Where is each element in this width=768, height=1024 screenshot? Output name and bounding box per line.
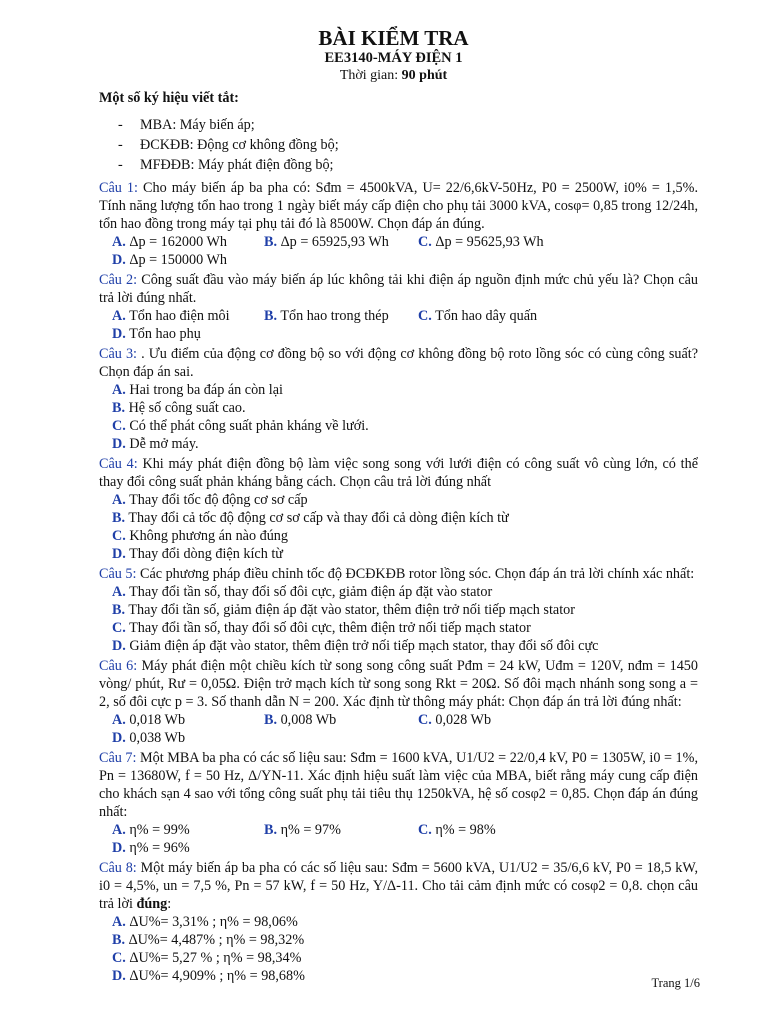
- answer-option-d[interactable]: [112, 839, 259, 857]
- question-text: [99, 565, 698, 583]
- option-key: B.: [264, 822, 278, 838]
- option-text: Δp = 162000 Wh: [129, 234, 227, 250]
- answer-options: [99, 233, 698, 269]
- option-key: D.: [112, 546, 126, 562]
- option-key: D.: [112, 840, 126, 856]
- answer-options: [99, 381, 698, 453]
- option-key: A.: [112, 822, 126, 838]
- answer-option-d[interactable]: [112, 967, 405, 985]
- question-body: Cho máy biến áp ba pha có: Sđm = 4500kVA, U= 22/6,6kV-50Hz, P0 = 2500W, i0% = 1,5%. Tính năng lượng tổn hao trong 1 ngày biết máy cấp điện cho phụ tải 3000 kVA, cosφ= 0,85 trong 12/24h, tổn hao đồng trong máy tại phụ tải đó là 8500W. Chọn đáp án đúng.: [99, 180, 699, 232]
- question-text: [99, 345, 698, 381]
- option-key: A.: [112, 382, 126, 398]
- option-text: 0,008 Wb: [280, 712, 337, 728]
- option-text: Tổn hao trong thép: [280, 308, 389, 324]
- abbreviations-list: [118, 115, 698, 175]
- option-key: B.: [112, 932, 126, 948]
- option-text: η% = 99%: [129, 822, 190, 838]
- option-text: ΔU%= 3,31% ; η% = 98,06%: [129, 914, 298, 930]
- option-text: 0,038 Wb: [129, 730, 186, 746]
- question-text: Câu 8: Một máy biến áp ba pha có các số liệu sau: Sđm = 5600 kVA, U1/U2 = 35/6,6 kV, P0 = 18,5 kW, i0 = 4,5%, un = 7,5 %, Pn = 57 kW, f = 50 Hz, Y/Δ-11. Cho tải cảm định mức có cosφ2 = 0,8. chọn câu trả lời đúng:: [99, 860, 699, 912]
- abbreviation-item: - ĐCKĐB: Động cơ không đồng bộ;: [118, 137, 339, 153]
- question-label: Câu 7:: [99, 750, 137, 766]
- question-7: [99, 749, 698, 857]
- option-text: 0,028 Wb: [435, 712, 492, 728]
- answer-option-c[interactable]: [112, 619, 698, 637]
- option-key: B.: [112, 400, 126, 416]
- answer-option-d[interactable]: [112, 435, 405, 453]
- option-text: Không phương án nào đúng: [129, 528, 288, 544]
- answer-option-c[interactable]: [418, 233, 571, 251]
- question-text: [99, 657, 698, 711]
- option-text: Thay đổi tốc độ động cơ sơ cấp: [129, 492, 308, 508]
- question-label: Câu 5:: [99, 566, 137, 582]
- option-key: A.: [112, 234, 126, 250]
- answer-option-d[interactable]: [112, 545, 698, 563]
- exam-title: BÀI KIỂM TRA: [318, 26, 469, 50]
- question-body: Một MBA ba pha có các số liệu sau: Sđm = 1600 kVA, U1/U2 = 22/0,4 kV, P0 = 1305W, i0 = 1%, Pn = 13680W, f = 50 Hz, Δ/YN-11. Xác định hiệu suất làm việc của MBA, biết rằng máy cung cấp điện cho khách sạn 4 sao với tổng công suất phụ tải tiêu thụ 1250kVA, hệ số cosφ2 = 0,85. Chọn đáp án đúng nhất:: [99, 750, 699, 820]
- question-5: [99, 565, 698, 655]
- option-key: D.: [112, 436, 126, 452]
- answer-options: [99, 307, 698, 343]
- answer-option-b[interactable]: [112, 399, 405, 417]
- question-body: Một máy biến áp ba pha có các số liệu sau: Sđm = 5600 kVA, U1/U2 = 35/6,6 kV, P0 = 18,5 kW, i0 = 4,5%, un = 7,5 %, Pn = 57 kW, f = 50 Hz, Y/Δ-11. Cho tải cảm định mức có cosφ2 = 0,8. chọn câu trả lời: [99, 860, 699, 912]
- answer-option-b[interactable]: [264, 821, 418, 839]
- question-2: [99, 271, 698, 343]
- option-text: Tổn hao dây quấn: [435, 308, 538, 324]
- question-4: [99, 455, 698, 563]
- question-body: Khi máy phát điện đồng bộ làm việc song song với lưới điện có công suất vô cùng lớn, có thể thay đổi công suất phản kháng bằng cách. Chọn câu trả lời đúng nhất: [99, 456, 699, 490]
- option-text: Δp = 65925,93 Wh: [280, 234, 389, 250]
- option-text: Δp = 150000 Wh: [129, 252, 227, 268]
- answer-option-c[interactable]: [418, 307, 571, 325]
- option-key: D.: [112, 638, 126, 654]
- abbreviation-item: - MBA: Máy biến áp;: [118, 117, 255, 133]
- question-label: Câu 8:: [99, 860, 137, 876]
- answer-option-a[interactable]: [112, 821, 264, 839]
- option-key: B.: [112, 510, 126, 526]
- option-text: Hai trong ba đáp án còn lại: [129, 382, 283, 398]
- answer-option-a[interactable]: [112, 491, 698, 509]
- option-key: C.: [112, 620, 126, 636]
- course-code: EE3140-MÁY ĐIỆN 1: [324, 50, 463, 66]
- answer-options: [99, 821, 698, 857]
- answer-option-c[interactable]: [418, 821, 571, 839]
- option-text: Có thể phát công suất phản kháng về lưới.: [129, 418, 369, 434]
- answer-options: [99, 491, 698, 563]
- option-key: C.: [418, 234, 432, 250]
- question-6: [99, 657, 698, 747]
- option-text: Δp = 95625,93 Wh: [435, 234, 544, 250]
- option-key: B.: [264, 308, 278, 324]
- option-key: C.: [418, 822, 432, 838]
- question-label: Câu 2:: [99, 272, 138, 288]
- question-text: [99, 271, 698, 307]
- answer-option-b[interactable]: [264, 233, 418, 251]
- question-text: [99, 455, 698, 491]
- option-text: Hệ số công suất cao.: [128, 400, 246, 416]
- abbreviations-heading: Một số ký hiệu viết tắt:: [99, 90, 239, 106]
- question-1: [99, 179, 698, 269]
- option-text: Tổn hao điện môi: [129, 308, 230, 324]
- question-label: Câu 3:: [99, 346, 138, 362]
- question-body: Máy phát điện một chiều kích từ song song công suất Pđm = 24 kW, Uđm = 120V, nđm = 1450 vòng/ phút, Rư = 0,05Ω. Điện trở mạch kích từ song song Rkt = 20Ω. Số đôi mạch nhánh song song a = 2, số đôi cực p = 3. Số thanh dẫn N = 200. Xác định từ thông máy phát: Chọn đáp án trả lời đúng nhất:: [99, 658, 698, 710]
- question-body: Công suất đầu vào máy biến áp lúc không tải khi điện áp nguồn định mức chủ yếu là? Chọn câu trả lời đúng nhất.: [99, 272, 699, 306]
- answer-option-a[interactable]: [112, 307, 264, 325]
- question-label: Câu 6:: [99, 658, 138, 674]
- option-key: D.: [112, 326, 126, 342]
- answer-option-b[interactable]: [112, 601, 698, 619]
- option-text: Thay đổi tần số, thay đổi số đôi cực, giảm điện áp đặt vào stator: [129, 584, 493, 600]
- option-text: 0,018 Wb: [129, 712, 186, 728]
- answer-option-a[interactable]: [112, 381, 418, 399]
- answer-option-c[interactable]: [112, 949, 418, 967]
- option-key: A.: [112, 584, 126, 600]
- answer-option-a[interactable]: [112, 583, 698, 601]
- question-8: [99, 859, 698, 985]
- exam-duration: [89, 67, 698, 84]
- abbreviation-item: - MFĐĐB: Máy phát điện đồng bộ;: [118, 157, 334, 173]
- option-text: η% = 98%: [435, 822, 496, 838]
- answer-option-b[interactable]: [264, 307, 418, 325]
- page-number: Trang 1/6: [651, 976, 700, 990]
- question-body: . Ưu điểm của động cơ đồng bộ so với động cơ không đồng bộ roto lồng sóc có cùng công suất? Chọn đáp án sai.: [99, 346, 699, 380]
- answer-option-d[interactable]: [112, 251, 259, 269]
- answer-options: [99, 913, 698, 985]
- answer-option-c[interactable]: [112, 527, 698, 545]
- answer-option-d[interactable]: [112, 325, 259, 343]
- questions-container: [99, 179, 698, 985]
- option-text: Dễ mở máy.: [129, 436, 199, 452]
- option-key: A.: [112, 308, 126, 324]
- answer-options: [99, 583, 698, 655]
- option-key: A.: [112, 914, 126, 930]
- option-text: Giảm điện áp đặt vào stator, thêm điện trở nối tiếp mạch stator, thay đổi số đôi cực: [129, 638, 599, 654]
- answer-option-b[interactable]: [112, 931, 405, 949]
- question-body: Các phương pháp điều chỉnh tốc độ ĐCĐKĐB rotor lồng sóc. Chọn đáp án trả lời chính xác nhất:: [139, 566, 695, 582]
- time-label: Thời gian:: [339, 68, 399, 83]
- answer-option-d[interactable]: [112, 637, 698, 655]
- option-text: Thay đổi tần số, thay đổi số đôi cực, thêm điện trở nối tiếp mạch stator: [129, 620, 531, 636]
- answer-option-b[interactable]: [264, 711, 418, 729]
- option-key: D.: [112, 730, 126, 746]
- question-label: Câu 4:: [99, 456, 138, 472]
- answer-option-a[interactable]: [112, 233, 264, 251]
- option-key: D.: [112, 968, 126, 984]
- answer-option-b[interactable]: [112, 509, 698, 527]
- question-emphasis: đúng: [136, 896, 168, 912]
- answer-options: [99, 711, 698, 747]
- question-label: Câu 1:: [99, 180, 138, 196]
- option-key: C.: [418, 308, 432, 324]
- option-text: η% = 97%: [280, 822, 341, 838]
- answer-option-a[interactable]: [112, 913, 418, 931]
- option-text: Thay đổi dòng điện kích từ: [129, 546, 283, 562]
- question-3: [99, 345, 698, 453]
- question-text: [99, 749, 698, 821]
- answer-option-c[interactable]: [112, 417, 418, 435]
- answer-option-d[interactable]: [112, 729, 259, 747]
- option-text: Tổn hao phụ: [129, 326, 201, 342]
- option-text: Thay đổi cả tốc độ động cơ sơ cấp và thay đổi cả dòng điện kích từ: [128, 510, 509, 526]
- option-key: A.: [112, 492, 126, 508]
- option-key: D.: [112, 252, 126, 268]
- option-key: B.: [264, 712, 278, 728]
- option-key: C.: [418, 712, 432, 728]
- time-value: 90 phút: [401, 68, 448, 83]
- option-text: ΔU%= 4,909% ; η% = 98,68%: [129, 968, 305, 984]
- answer-option-c[interactable]: [418, 711, 571, 729]
- option-key: C.: [112, 418, 126, 434]
- option-text: ΔU%= 5,27 % ; η% = 98,34%: [129, 950, 302, 966]
- option-key: B.: [112, 602, 126, 618]
- option-key: A.: [112, 712, 126, 728]
- question-text: [99, 179, 698, 233]
- option-key: C.: [112, 528, 126, 544]
- option-text: ΔU%= 4,487% ; η% = 98,32%: [128, 932, 305, 948]
- answer-option-a[interactable]: [112, 711, 264, 729]
- option-text: Thay đổi tần số, giảm điện áp đặt vào stator, thêm điện trở nối tiếp mạch stator: [128, 602, 575, 618]
- option-key: C.: [112, 950, 126, 966]
- option-text: η% = 96%: [129, 840, 190, 856]
- option-key: B.: [264, 234, 278, 250]
